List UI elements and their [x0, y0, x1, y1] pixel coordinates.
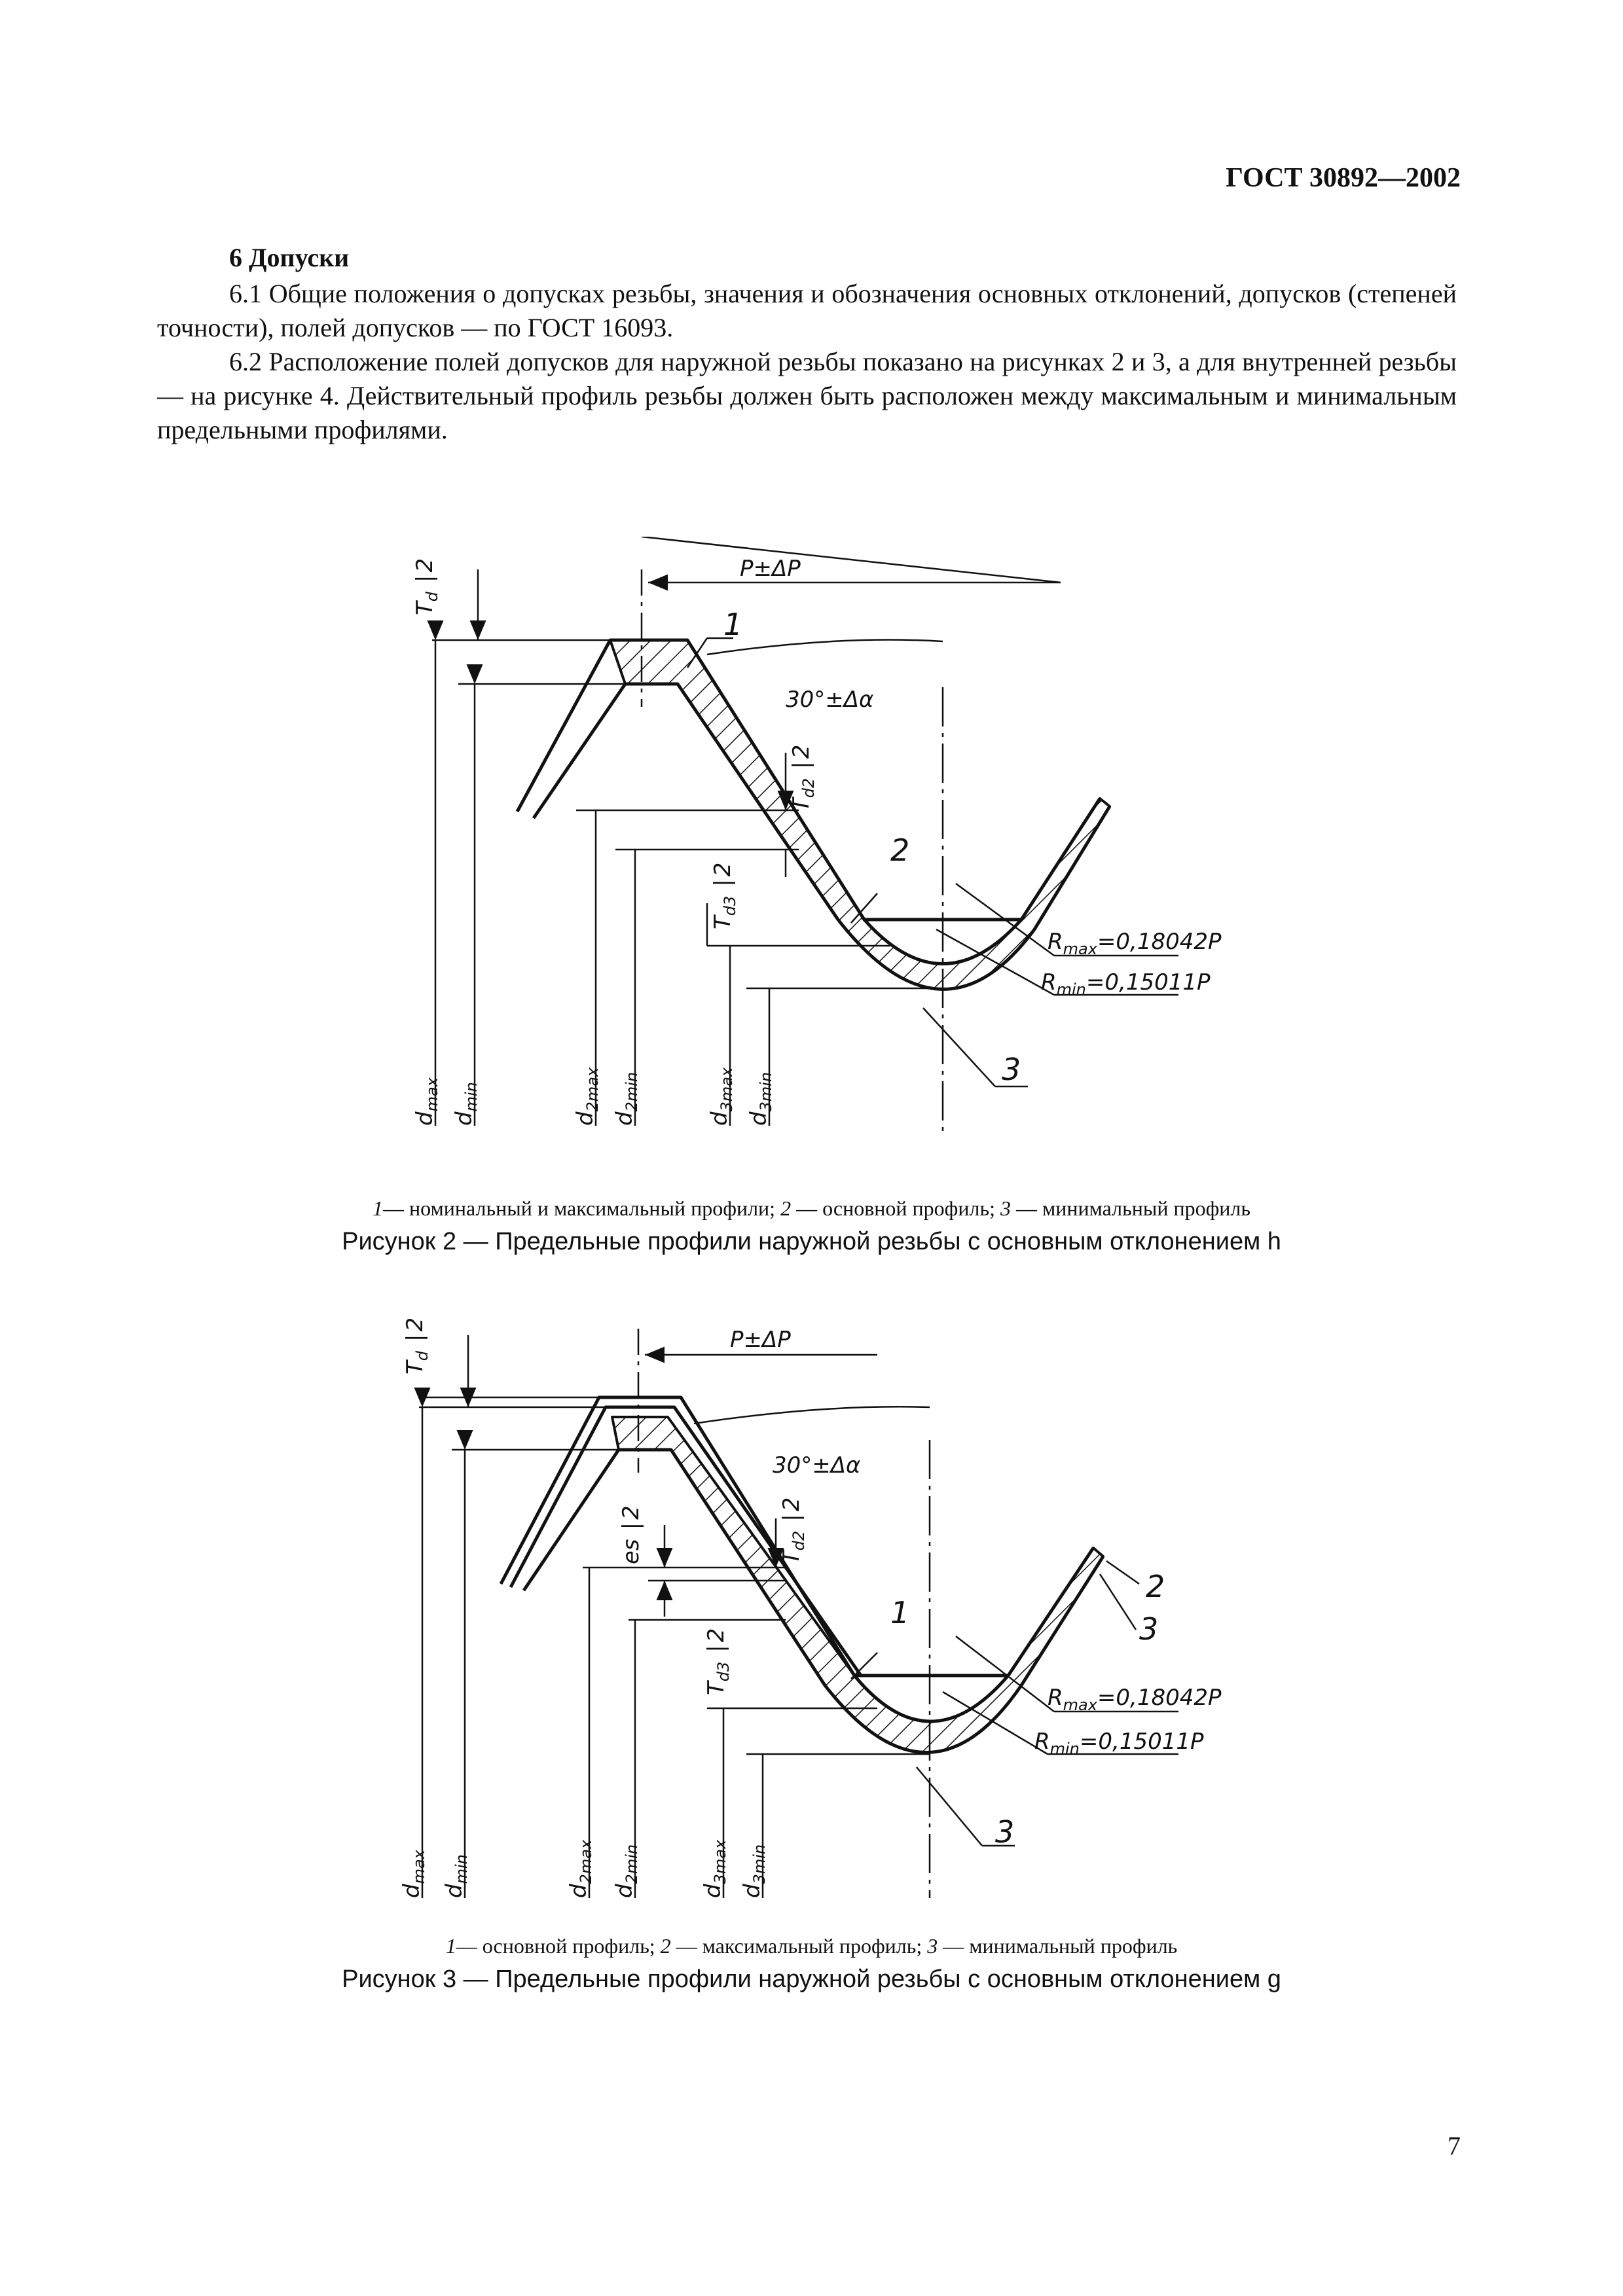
figure-2-drawing	[367, 537, 1283, 1152]
d2max-label: $d_{2max}$	[566, 1839, 595, 1898]
callout-1: 1	[723, 607, 743, 642]
rmax-label: $R_{max}=0,18042P$	[1048, 1685, 1222, 1714]
figure-3-caption: Рисунок 3 — Предельные профили наружной резьбы с основным отклонением g	[342, 1965, 1281, 1993]
min-profile	[524, 1450, 1103, 1753]
td-half-label: $T_d|2$	[412, 558, 441, 615]
rmax-label: $R_{max}=0,18042P$	[1048, 929, 1222, 958]
td-half-label: $T_d|2$	[402, 1317, 431, 1374]
d3min-label: $d_{3min}$	[746, 1071, 775, 1126]
d3min-label: $d_{3min}$	[739, 1844, 769, 1898]
document-code: ГОСТ 30892—2002	[1226, 163, 1461, 193]
paragraph-6-2: 6.2 Расположение полей допусков для наружной резьбы показано на рисунках 2 и 3, а для внутренней резьбы — на рисунке 4. Действительный профиль резьбы должен быть расположен между максимальным и минимальным предельными профилями.	[157, 347, 1457, 444]
figure-3-drawing	[367, 1309, 1283, 1931]
dmax-label: $d_{max}$	[399, 1850, 428, 1898]
figure-2-caption: Рисунок 2 — Предельные профили наружной резьбы с основным отклонением h	[342, 1228, 1281, 1255]
min-profile	[534, 684, 1110, 989]
d2min-label: $d_{2min}$	[611, 1071, 641, 1126]
d2min-label: $d_{2min}$	[611, 1844, 641, 1898]
dmax-label: $d_{max}$	[412, 1077, 441, 1126]
es-half-label: es|2	[618, 1505, 644, 1564]
figure-3-legend: 1— основной профиль; 2 — максимальный профиль; 3 — минимальный профиль	[445, 1934, 1178, 1958]
callout-2: 2	[1146, 1569, 1165, 1604]
d2max-label: $d_{2max}$	[572, 1067, 602, 1126]
paragraph-6-1: 6.1 Общие положения о допусках резьбы, значения и обозначения основных отклонений, допусков (степеней точности), полей допусков — по ГОСТ 16093.	[157, 279, 1457, 342]
callout-1: 1	[890, 1595, 910, 1630]
pitch-label: P±ΔP	[740, 556, 801, 582]
callout-3-bottom: 3	[995, 1814, 1015, 1850]
rmin-label: $R_{min}=0,15011P$	[1041, 969, 1211, 999]
td2-half-label: $T_{d2}|2$	[778, 1497, 808, 1564]
angle-label: 30°±Δα	[786, 687, 874, 713]
callout-3: 3	[1002, 1052, 1021, 1087]
d3max-label: $d_{3max}$	[706, 1067, 736, 1126]
td3-half-label: $T_{d3}|2$	[703, 1628, 733, 1695]
dmin-label: $d_{min}$	[451, 1082, 481, 1126]
td2-half-label: $T_{d2}|2$	[788, 744, 818, 812]
callout-2: 2	[890, 833, 910, 868]
section-tolerances	[157, 242, 1457, 447]
section-title: 6 Допуски	[229, 243, 350, 272]
page-number: 7	[1448, 2131, 1461, 2161]
td3-half-label: $T_{d3}|2$	[710, 862, 739, 929]
pitch-label: P±ΔP	[730, 1327, 791, 1353]
figure-2-legend: 1— номинальный и максимальный профили; 2 — основной профиль; 3 — минимальный профиль	[373, 1196, 1250, 1220]
angle-label: 30°±Δα	[773, 1452, 861, 1479]
d3max-label: $d_{3max}$	[700, 1839, 729, 1898]
dmin-label: $d_{min}$	[441, 1854, 471, 1898]
callout-3-right: 3	[1139, 1611, 1159, 1647]
rmin-label: $R_{min}=0,15011P$	[1034, 1729, 1204, 1758]
